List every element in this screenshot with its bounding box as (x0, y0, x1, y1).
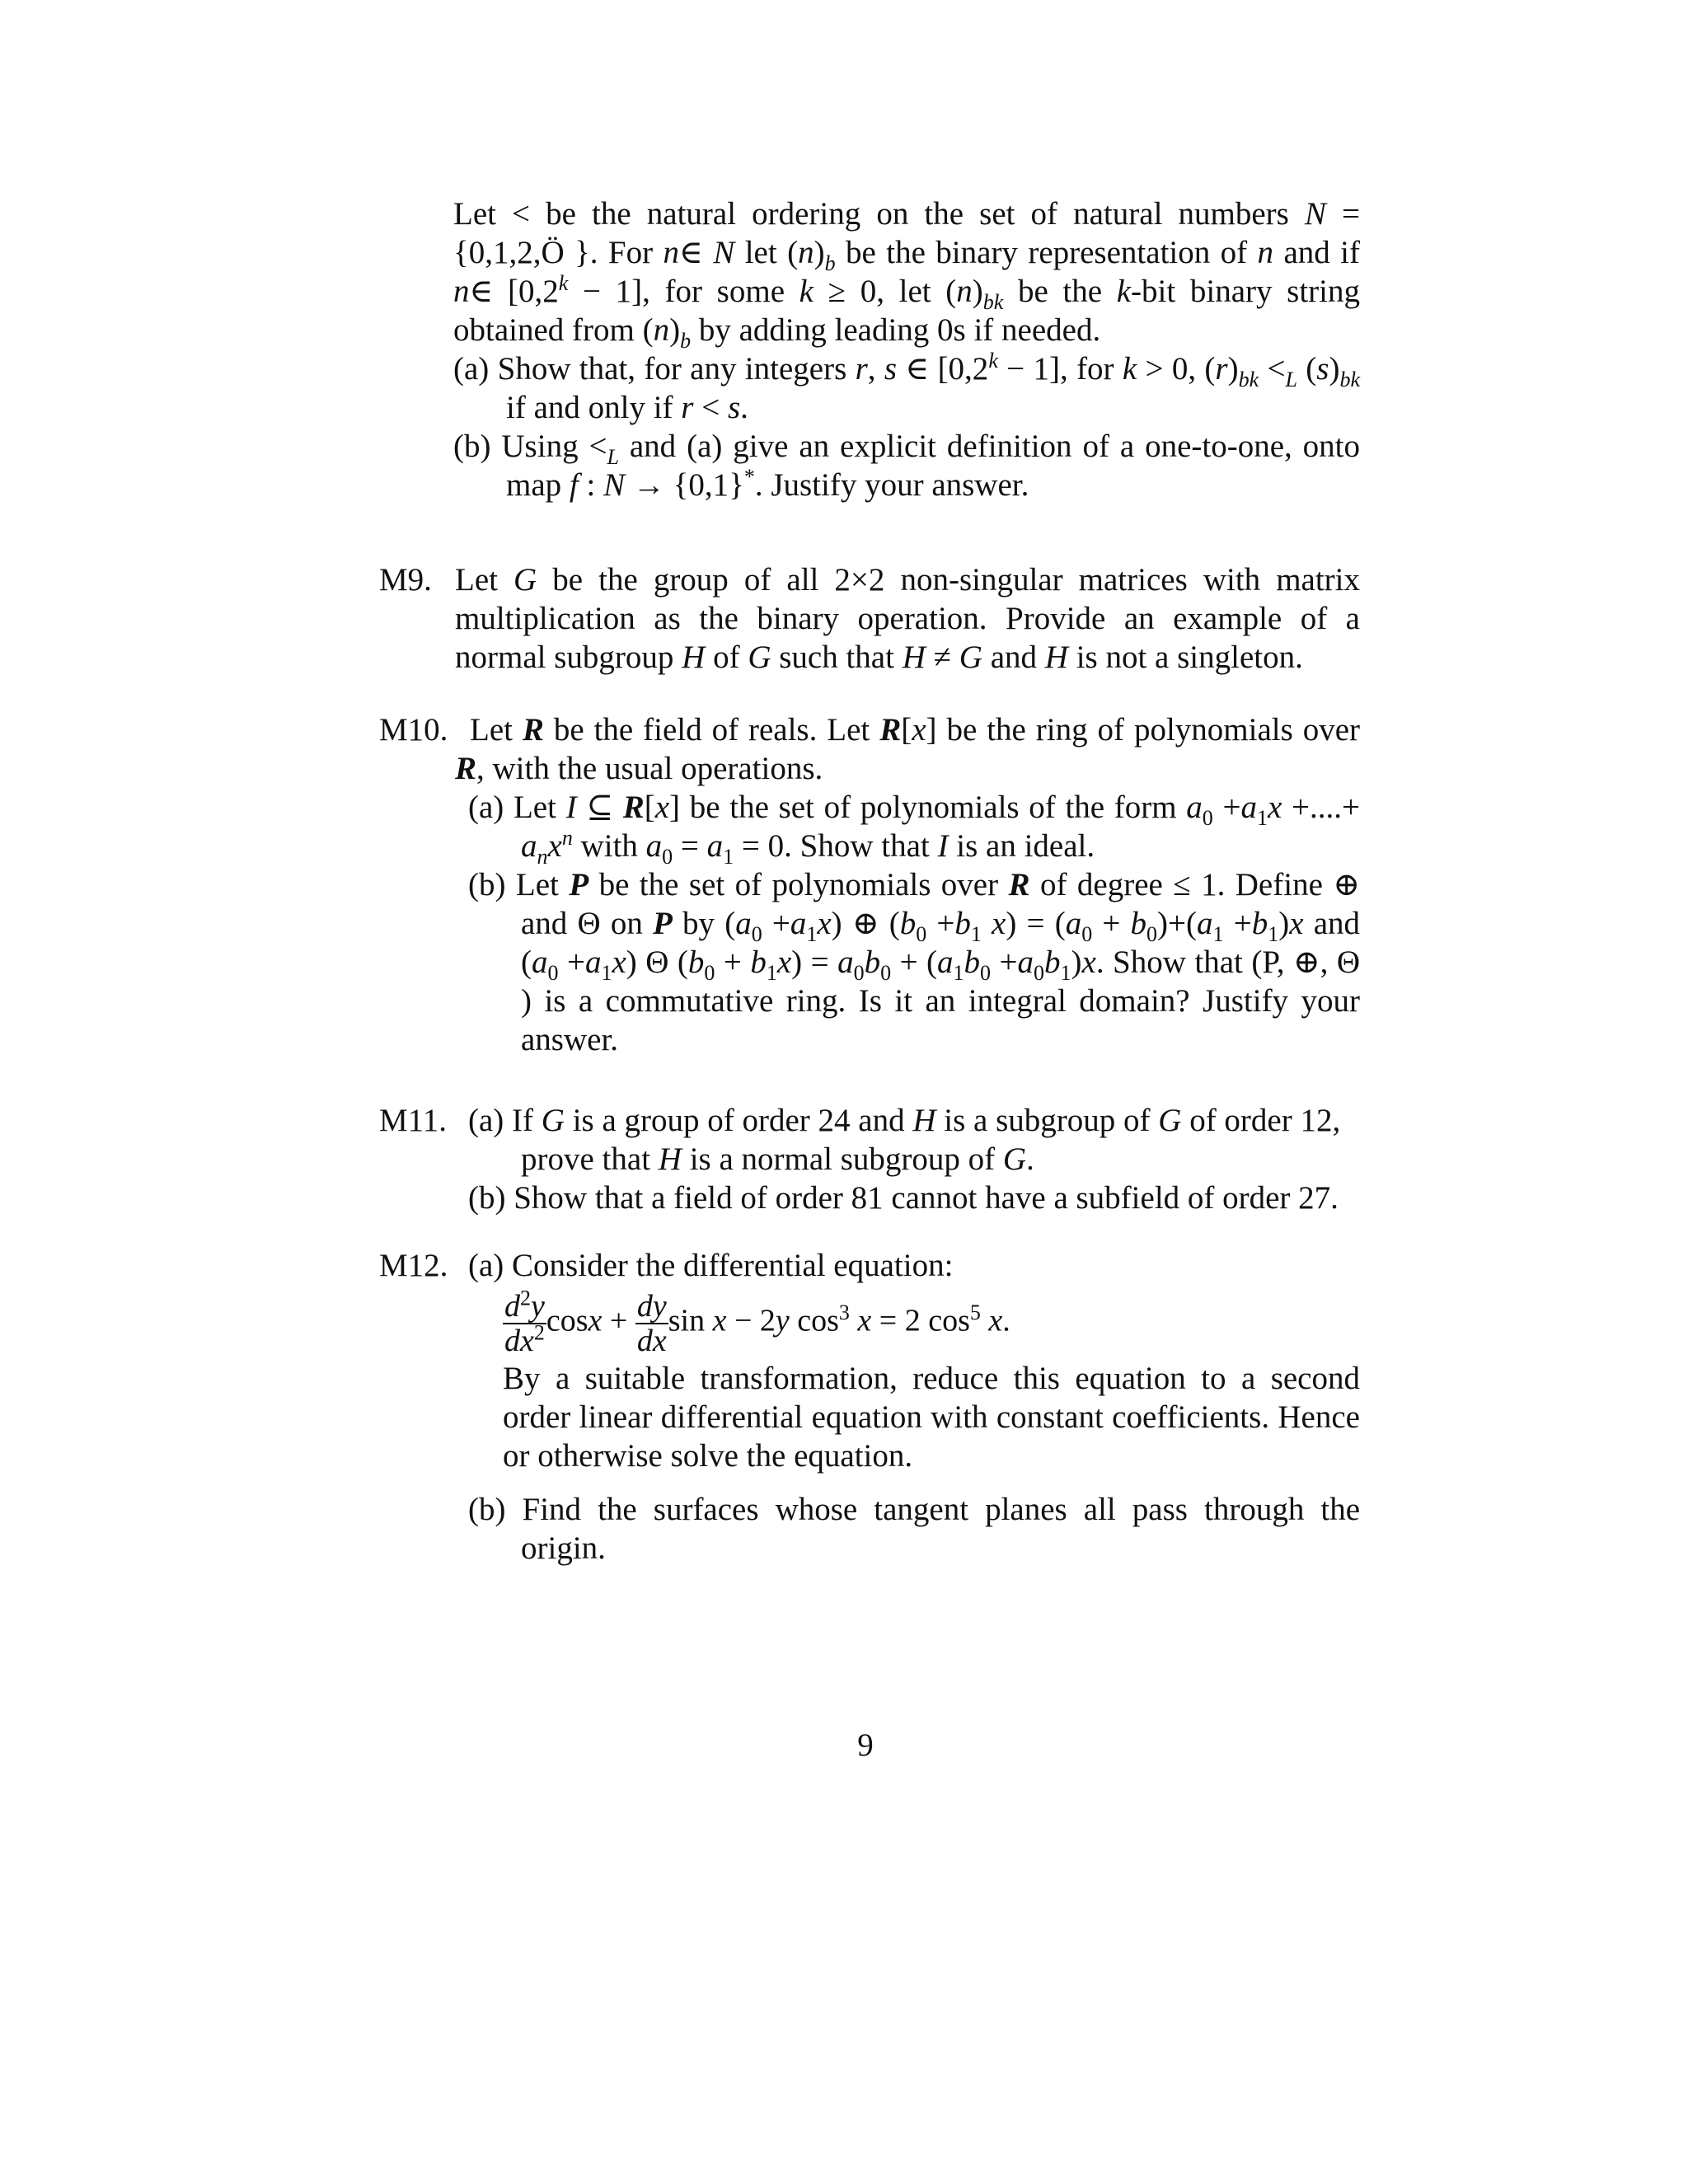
question-label: M11. (379, 1103, 447, 1138)
m10-text: M10. Let R be the field of reals. Let R[x] be the ring of polynomials over R, with the usual operations. (379, 712, 1361, 786)
m11-part-a: M11. (a) If G is a group of order 24 and H is a subgroup of G of order 12, prove that H is a normal subgroup of G. (379, 1103, 1341, 1177)
m10-part-b: (b) Let P be the set of polynomials over R of degree ≤ 1. Define ⊕ and Θ on P by $(a_0 +a_1x)$ ⊕ ($b_0 +b_1$ $x) = (a_0 + b_0)+(a_1 +b_1)x$ and $(a_0 +a_1x)$ Θ $(b_0 + b_1x) = a_0b_0 + (a_1b_0 +a_0b_1)x$. Show that (P, ⊕, Θ ) is a commutative ring. Is it an integral domain? Justify your answer. (468, 867, 1361, 1057)
question-label: M9. (379, 562, 432, 598)
part-label: (b) (468, 1492, 506, 1527)
question-m10 (379, 710, 1360, 1059)
m12-equation: $\frac{d^2y}{dx^2}$ cosx + $\frac{dy}{dx}$ sin x − 2y $\cos^3 x = 2$ $\cos^5 x$. (504, 1286, 1010, 1358)
m12-b-text: Find the surfaces whose tangent planes all pass through the origin. (521, 1492, 1361, 1566)
part-label: (a) (453, 351, 490, 387)
m12-a-text: By a suitable transformation, reduce this equation to a second order linear differential equation with constant coefficients. Hence or otherwise solve the equation. (503, 1361, 1360, 1474)
m10-part-a: (a) Let I ⊆ R[x] be the set of polynomials of the form $a_0 +a_1x$ +....+ $a_nx^n$ with $a_0 = a_1 = 0$. Show that I is an ideal. (468, 790, 1360, 869)
question-m9 (379, 560, 1360, 677)
page-number: 9 (857, 1727, 874, 1763)
intro-paragraph: Let < be the natural ordering on the set of natural numbers N = {0,1,2,Ö }. For n∈ N let $(n)_b$ be the binary representation of n and if n∈ $[0,2^k - 1]$, for some k ≥ 0, let $(n)_{bk}$ be the k-bit binary string obtained from $(n)_b$ by adding leading 0s if needed. (453, 196, 1360, 353)
question-label: M12. (379, 1248, 448, 1283)
intro-question (453, 194, 1360, 504)
part-label: (b) (453, 429, 491, 464)
part-label: (b) (468, 867, 506, 902)
intro-part-a: (a) Show that, for any integers r, s ∈ $[0,2^k - 1]$, for k > 0, $(r)_{bk} <_L$ $(s)_{bk}$ if and only if r < s. (453, 349, 1360, 425)
question-m12 (379, 1246, 1360, 1568)
part-label: (b) (468, 1180, 506, 1216)
part-label: (a) (468, 1248, 504, 1283)
fraction-dy-dx: $\frac{dy}{dx}$ (636, 1289, 667, 1358)
m9-text: M9. Let G be the group of all 2×2 non-singular matrices with matrix multiplication as the binary operation. Provide an example of a normal subgroup H of G such that H ≠ G and H is not a singleton. (379, 562, 1361, 675)
question-m11 (379, 1101, 1360, 1217)
m11-part-b (468, 1179, 1360, 1217)
m12-part-a-intro (379, 1246, 1360, 1285)
part-label: (a) (468, 1103, 504, 1138)
m12-part-b (468, 1490, 1360, 1568)
intro-part-b: (b) $Using <_L$ and (a) give an explicit definition of a one-to-one, onto map f : N → {0,1}*. Justify your answer. (453, 429, 1361, 503)
fraction-d2y-dx2: $\frac{d^2y}{dx^2}$ (504, 1286, 545, 1358)
m11-b-text: Show that a field of order 81 cannot have a subfield of order 27. (513, 1180, 1339, 1216)
part-label: (a) (468, 790, 504, 825)
question-label: M10. (379, 712, 448, 748)
m12-a-intro-text: Consider the differential equation: (512, 1248, 954, 1283)
